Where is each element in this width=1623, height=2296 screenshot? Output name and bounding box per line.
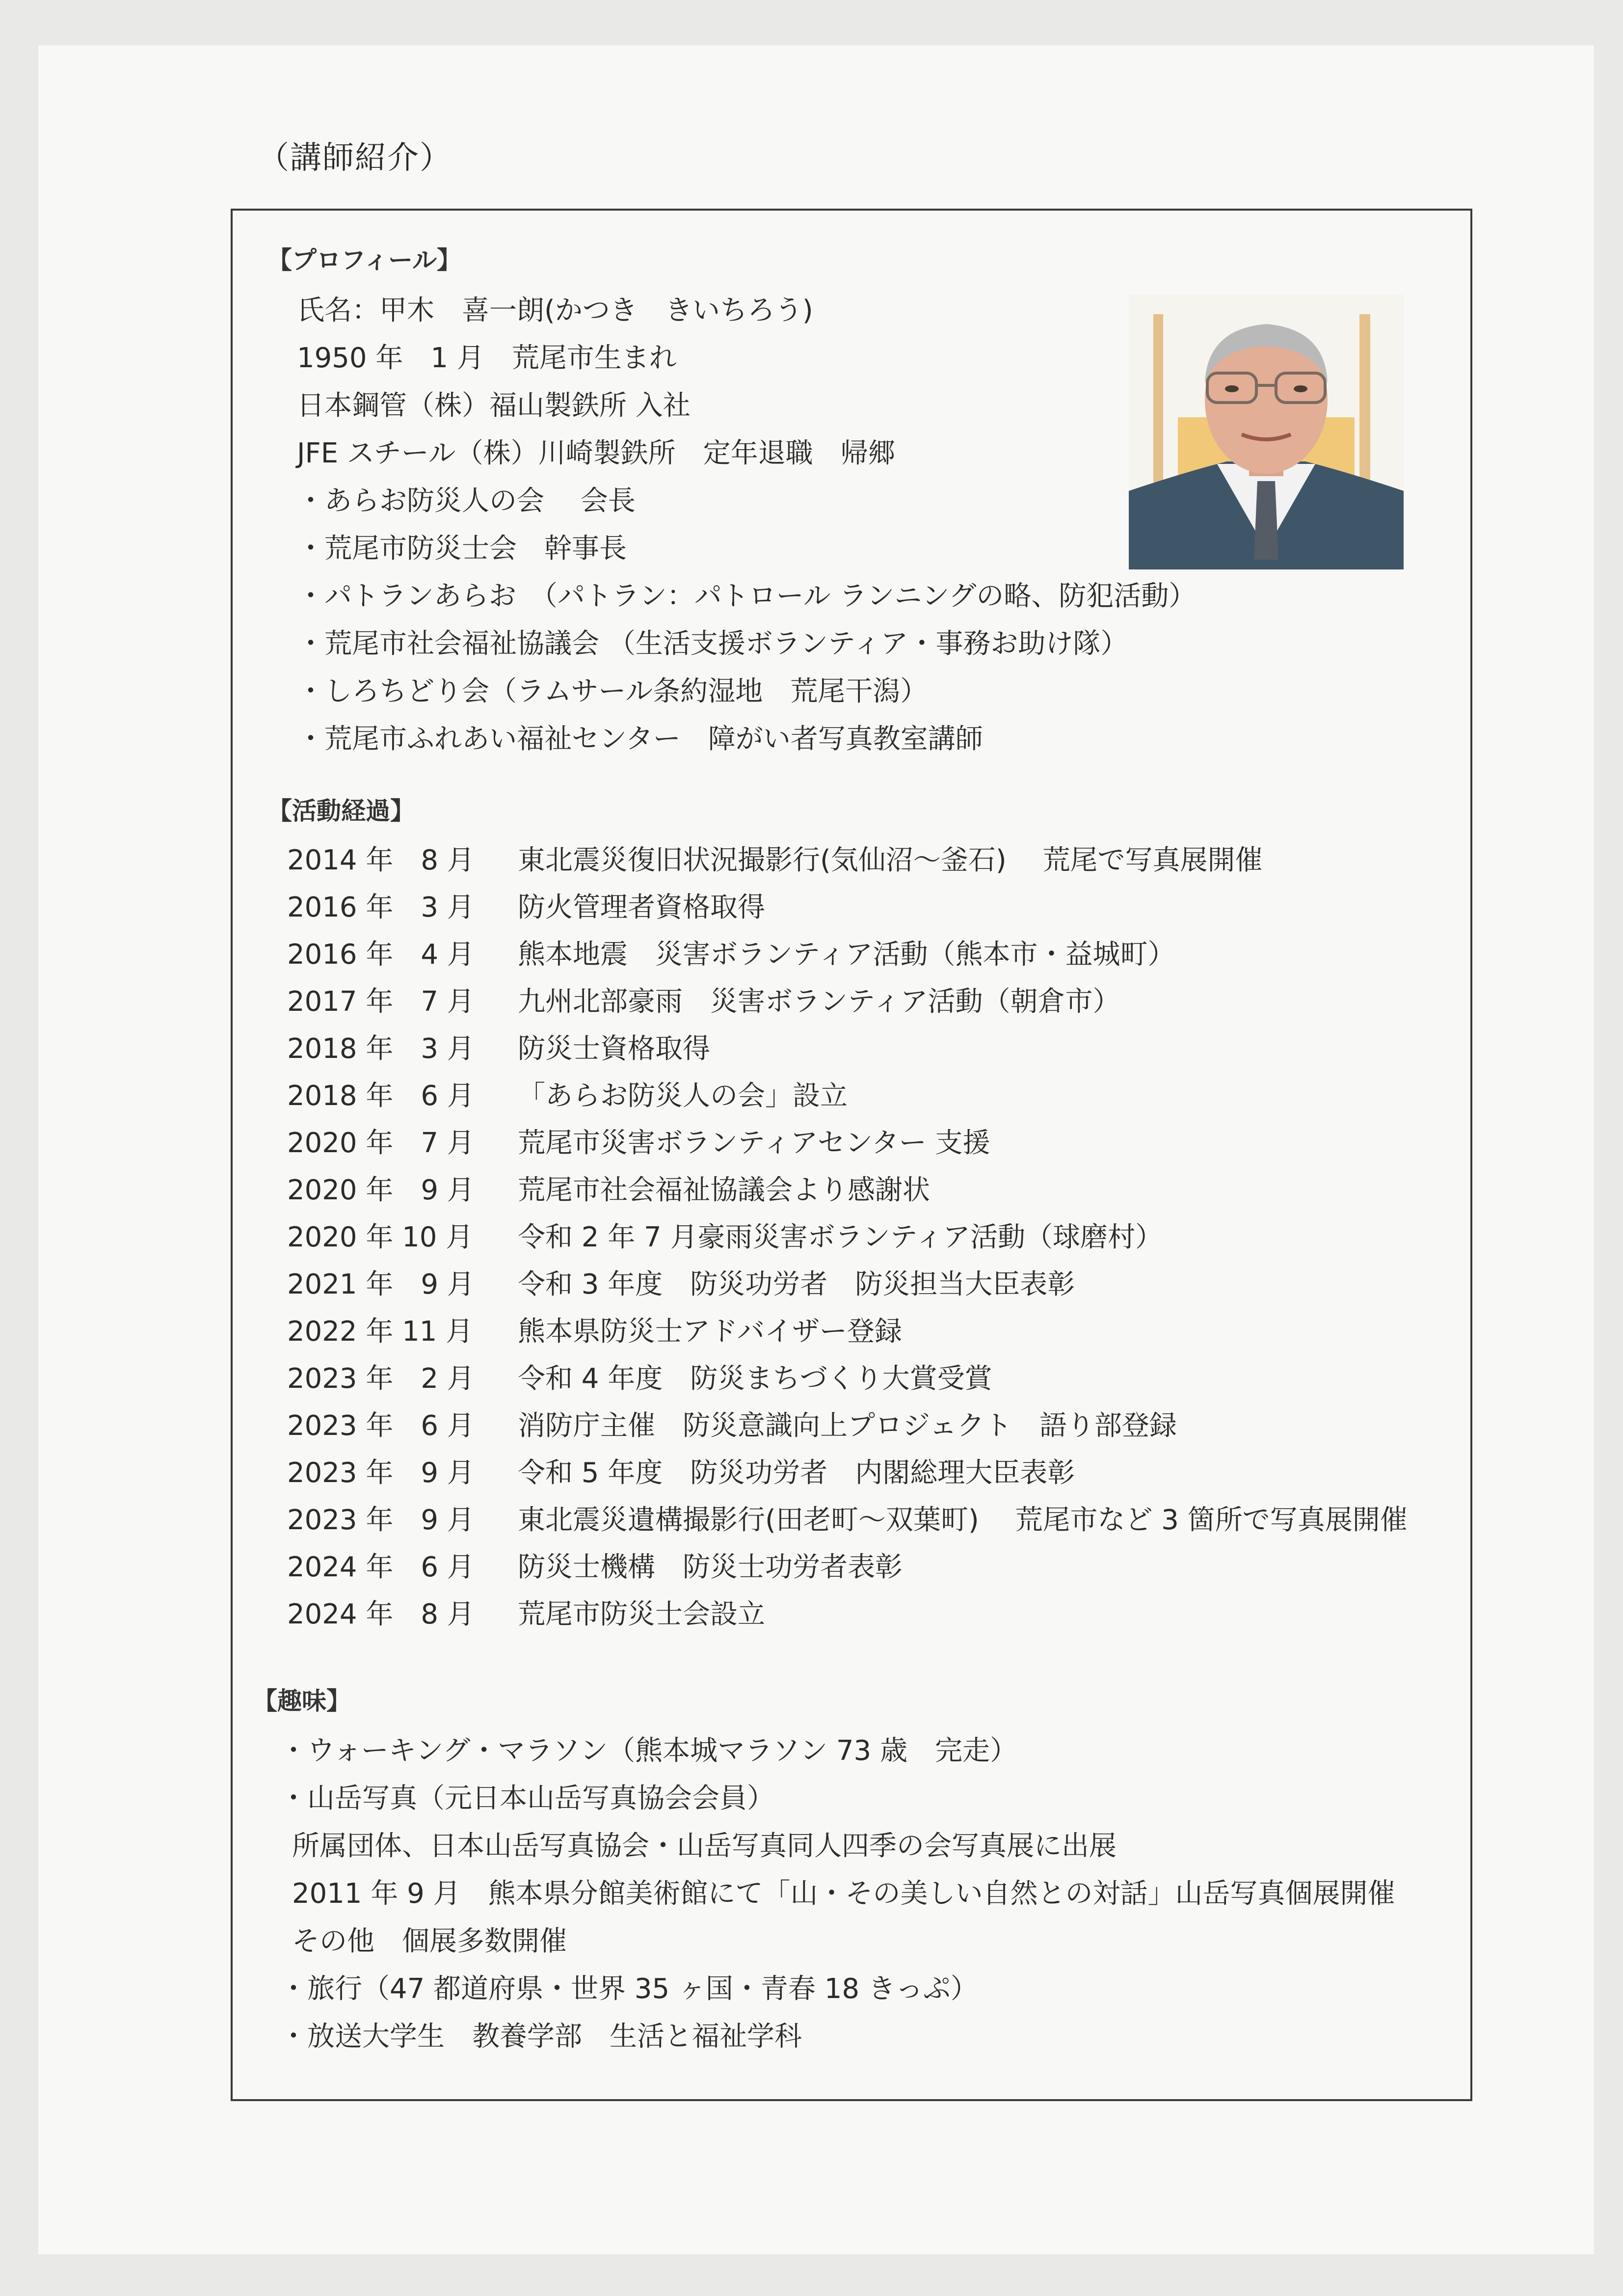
history-row xyxy=(287,838,1263,878)
hobby-line-photo: ・山岳写真（元日本山岳写真協会会員） xyxy=(280,1783,774,1814)
history-date: 2016 年 3 月 xyxy=(287,891,475,923)
history-text: 令和 3 年度 防災功労者 防災担当大臣表彰 xyxy=(518,1269,1075,1300)
history-row xyxy=(287,1074,848,1113)
history-row xyxy=(287,1451,1075,1490)
history-date: 2024 年 8 月 xyxy=(287,1598,475,1630)
hobby-line-others: その他 個展多数開催 xyxy=(292,1925,567,1957)
history-date: 2023 年 6 月 xyxy=(287,1410,475,1442)
history-row xyxy=(287,1498,1408,1538)
history-row xyxy=(287,1263,1075,1302)
profile-line-role2: ・荒尾市防災士会 幹事長 xyxy=(297,533,627,565)
history-text: 令和 4 年度 防災まちづくり大賞受賞 xyxy=(518,1363,992,1395)
profile-line-role5: ・しろちどり会（ラムサール条約湿地 荒尾干潟） xyxy=(297,675,928,707)
profile-line-job2: JFE スチール（株）川崎製鉄所 定年退職 帰郷 xyxy=(297,437,896,469)
history-row xyxy=(287,1545,903,1585)
history-date: 2023 年 9 月 xyxy=(287,1504,475,1536)
history-date: 2020 年 9 月 xyxy=(287,1174,475,1206)
history-date: 2020 年 10 月 xyxy=(287,1221,474,1253)
profile-line-role4: ・荒尾市社会福祉協議会 （生活支援ボランティア・事務お助け隊） xyxy=(297,628,1128,660)
history-date: 2014 年 8 月 xyxy=(287,844,475,876)
portrait-image xyxy=(1129,295,1404,569)
history-row xyxy=(287,1310,902,1349)
history-date: 2020 年 7 月 xyxy=(287,1127,475,1159)
history-date: 2016 年 4 月 xyxy=(287,939,475,971)
history-row xyxy=(287,1357,992,1396)
profile-line-role3: ・パトランあらお （パトラン：パトロール ランニングの略、防犯活動） xyxy=(297,580,1197,612)
profile-section-title: 【プロフィール】 xyxy=(267,246,461,274)
hobby-section-title: 【趣味】 xyxy=(253,1687,351,1715)
history-row xyxy=(287,886,765,925)
profile-line-role6: ・荒尾市ふれあい福祉センター 障がい者写真教室講師 xyxy=(297,723,983,755)
history-text: 荒尾市災害ボランティアセンター 支援 xyxy=(518,1127,990,1159)
history-row xyxy=(287,980,1120,1019)
history-section-title: 【活動経過】 xyxy=(267,797,415,825)
history-text: 東北震災遺構撮影行(田老町～双葉町) 荒尾市など 3 箇所で写真展開催 xyxy=(518,1504,1408,1536)
history-text: 防災士資格取得 xyxy=(518,1033,710,1065)
page-heading: （講師紹介） xyxy=(258,140,452,176)
history-text: 東北震災復旧状況撮影行(気仙沼～釜石) 荒尾で写真展開催 xyxy=(518,844,1263,876)
profile-line-job1: 日本鋼管（株）福山製鉄所 入社 xyxy=(297,390,691,422)
history-row xyxy=(287,1121,990,1161)
hobby-line-exhibition: 2011 年 9 月 熊本県分館美術館にて「山・その美しい自然との対話」山岳写真個展開催 xyxy=(292,1878,1395,1910)
hobby-line-marathon: ・ウォーキング・マラソン（熊本城マラソン 73 歳 完走） xyxy=(280,1735,1017,1767)
history-date: 2017 年 7 月 xyxy=(287,986,475,1018)
history-row xyxy=(287,1216,1163,1255)
portrait-photo xyxy=(1129,295,1404,569)
history-text: 荒尾市社会福祉協議会より感謝状 xyxy=(518,1174,930,1206)
history-row xyxy=(287,933,1175,972)
history-date: 2024 年 6 月 xyxy=(287,1551,475,1583)
history-row xyxy=(287,1027,710,1066)
history-text: 熊本地震 災害ボランティア活動（熊本市・益城町） xyxy=(518,939,1175,971)
history-row xyxy=(287,1404,1177,1443)
history-date: 2023 年 9 月 xyxy=(287,1457,475,1489)
history-text: 熊本県防災士アドバイザー登録 xyxy=(518,1316,902,1348)
history-text: 防災士機構 防災士功労者表彰 xyxy=(518,1551,903,1583)
history-row xyxy=(287,1593,765,1632)
history-date: 2018 年 6 月 xyxy=(287,1080,475,1112)
profile-line-birth: 1950 年 1 月 荒尾市生まれ xyxy=(297,342,677,374)
history-text: 防火管理者資格取得 xyxy=(518,891,765,923)
history-text: 荒尾市防災士会設立 xyxy=(518,1598,765,1630)
history-date: 2022 年 11 月 xyxy=(287,1316,474,1348)
history-text: 九州北部豪雨 災害ボランティア活動（朝倉市） xyxy=(518,986,1120,1018)
history-text: 令和 2 年 7 月豪雨災害ボランティア活動（球磨村） xyxy=(518,1221,1163,1253)
hobby-line-groups: 所属団体、日本山岳写真協会・山岳写真同人四季の会写真展に出展 xyxy=(292,1830,1117,1862)
profile-line-role1: ・あらお防災人の会 会長 xyxy=(297,485,636,517)
history-date: 2023 年 2 月 xyxy=(287,1363,475,1395)
profile-line-name: 氏名：甲木 喜一朗(かつき きいちろう) xyxy=(297,295,813,326)
history-row xyxy=(287,1168,930,1208)
history-date: 2018 年 3 月 xyxy=(287,1033,475,1065)
hobby-line-travel: ・旅行（47 都道府県・世界 35 ヶ国・青春 18 きっぷ） xyxy=(280,1973,978,2005)
history-text: 令和 5 年度 防災功労者 内閣総理大臣表彰 xyxy=(518,1457,1075,1489)
hobby-line-university: ・放送大学生 教養学部 生活と福祉学科 xyxy=(280,2021,802,2053)
history-text: 「あらお防災人の会」設立 xyxy=(518,1080,848,1112)
history-date: 2021 年 9 月 xyxy=(287,1269,475,1300)
history-text: 消防庁主催 防災意識向上プロジェクト 語り部登録 xyxy=(518,1410,1177,1442)
